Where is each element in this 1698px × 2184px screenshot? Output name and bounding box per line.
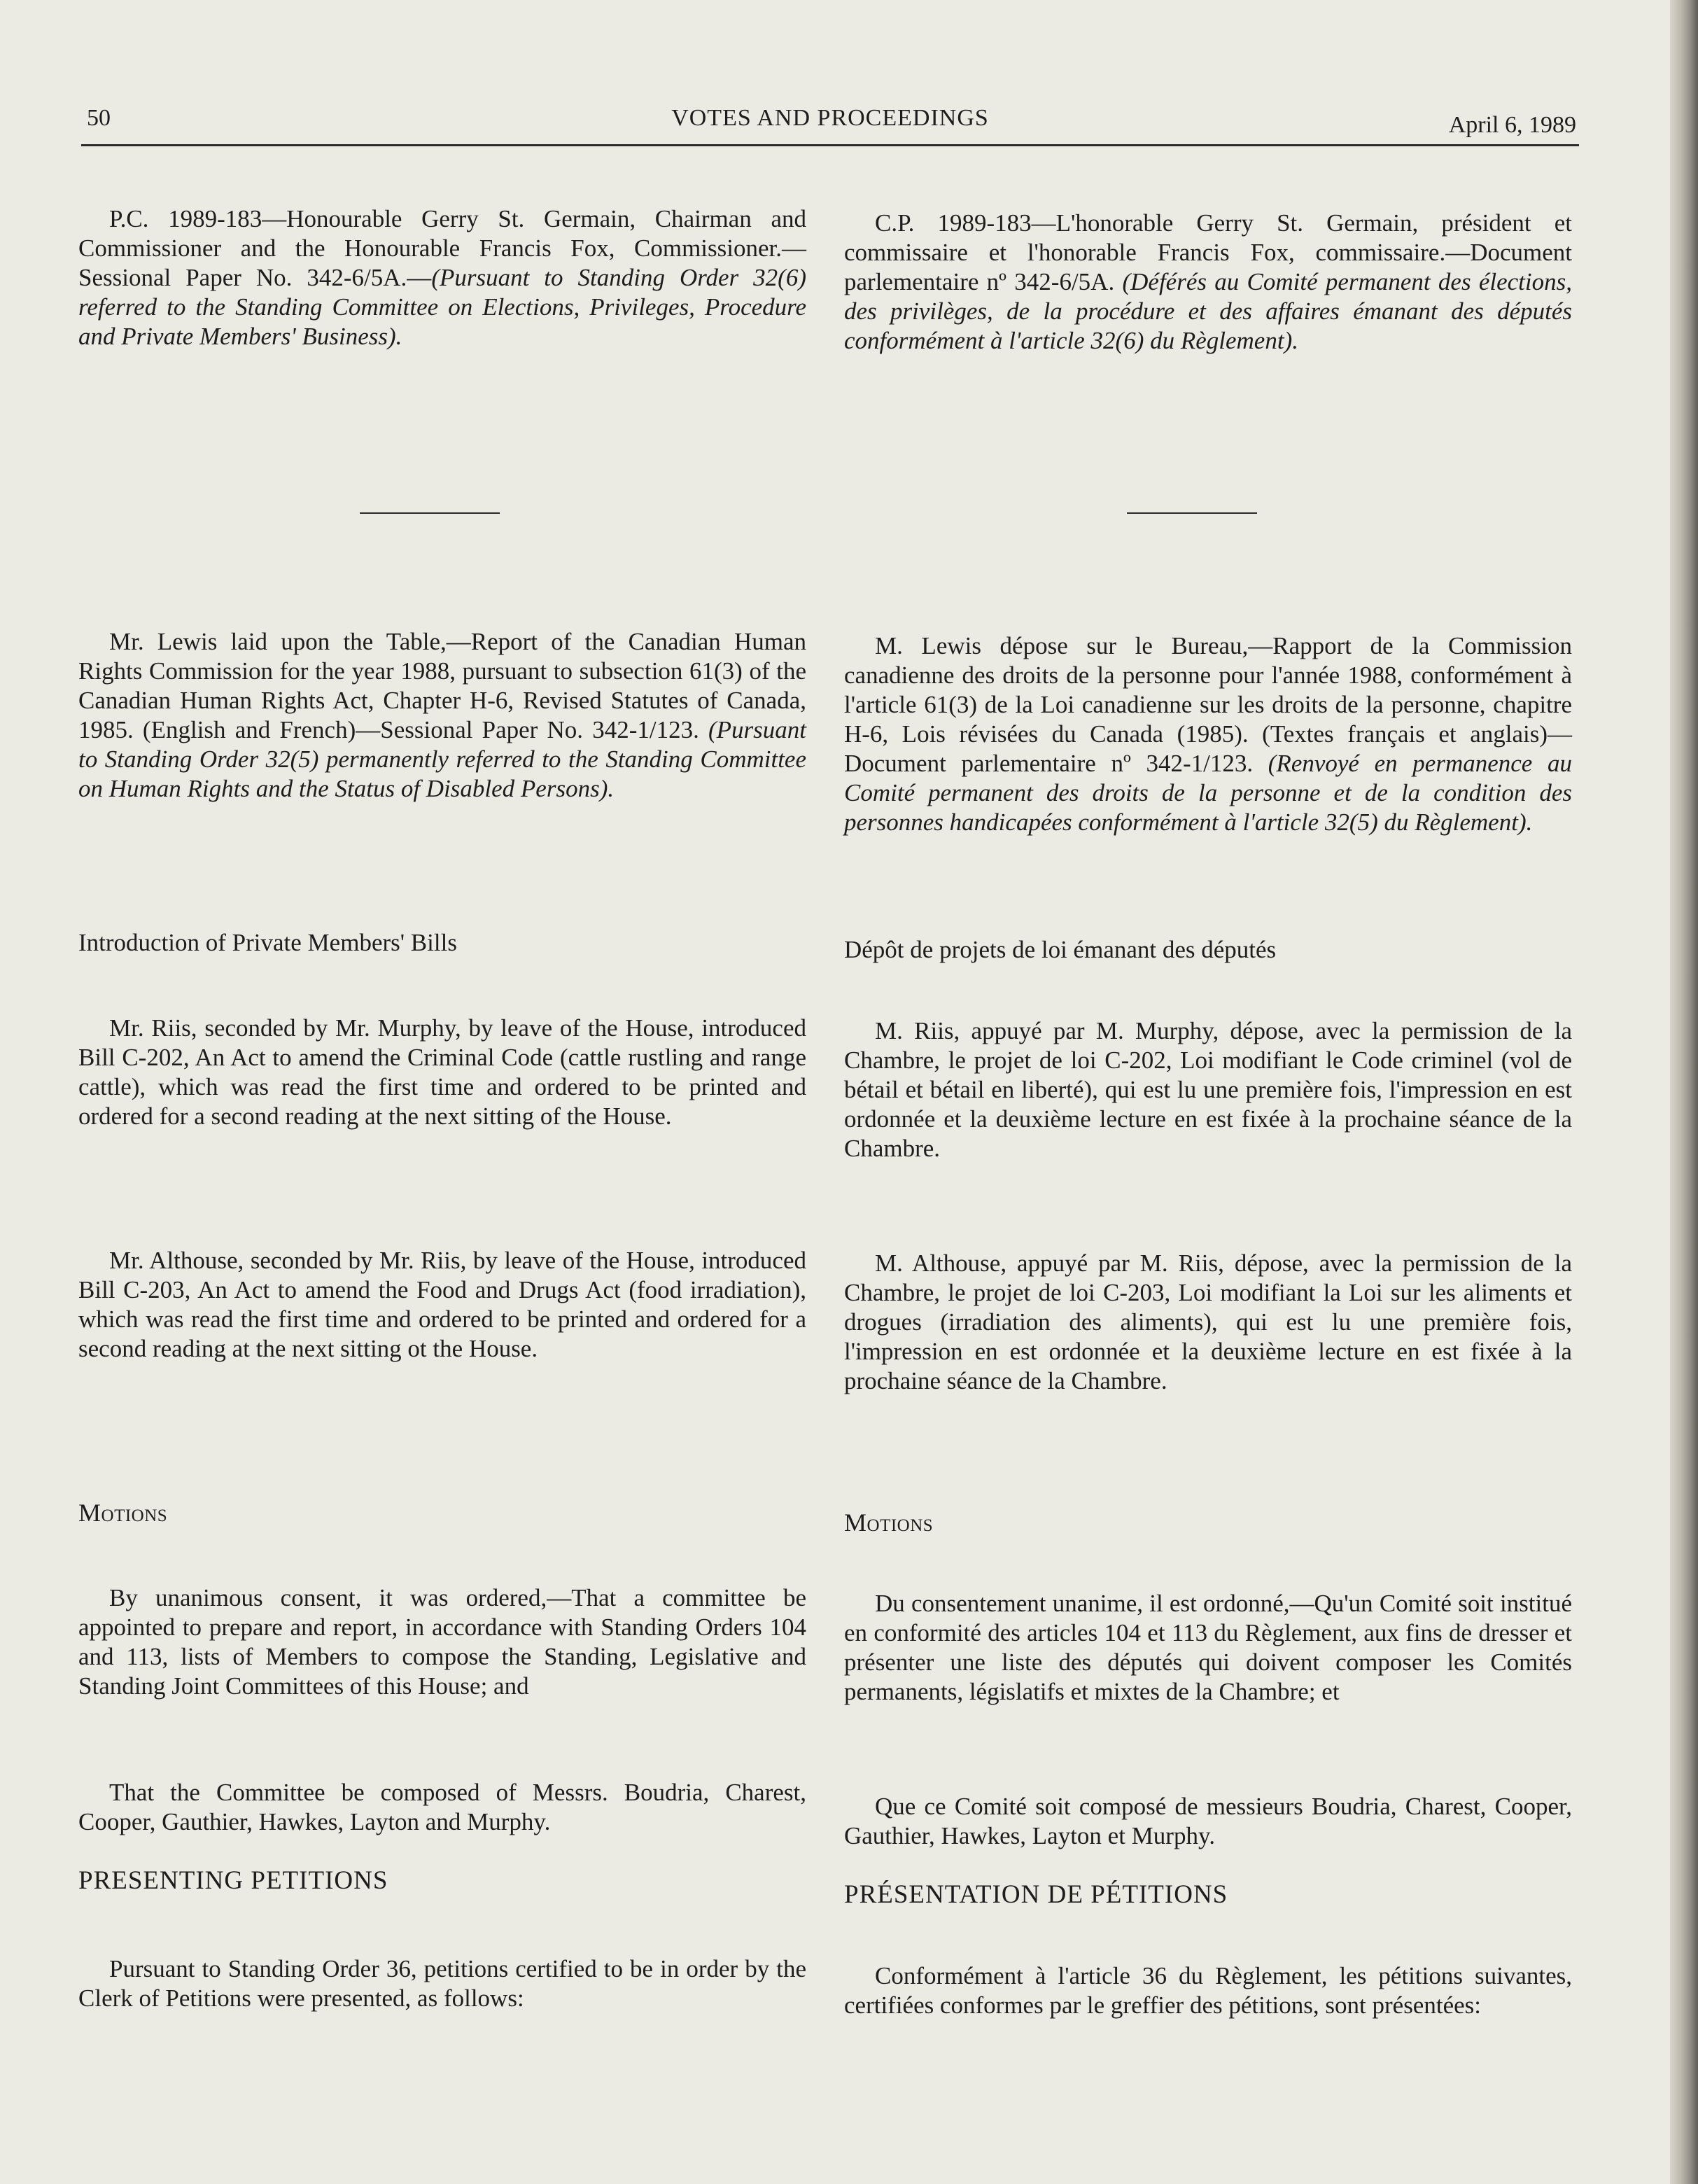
bills-heading-fr: Dépôt de projets de loi émanant des députés: [844, 936, 1277, 963]
lewis-referral-text: (Pursuant to Standing Order 32(5) permanently referred to the Standing Committee on Human Rights and the Status of Disabled Persons).: [78, 716, 806, 802]
book-binding-edge: [1670, 0, 1698, 2184]
running-header: [81, 105, 1579, 146]
pc-referral-text: (Pursuant to Standing Order 32(6) referred to the Standing Committee on Elections, Privileges, Procedure and Private Members' Business).: [78, 264, 806, 350]
petitions-heading-fr: PRÉSENTATION DE PÉTITIONS: [844, 1880, 1228, 1909]
lewis-referral-text: (Renvoyé en permanence au Comité permanent des droits de la personne et de la condition des personnes handicapées conformément à l'article 32(5) du Règlement).: [844, 750, 1572, 836]
motion-2-en: [78, 1778, 806, 1837]
motion-1-text: By unanimous consent, it was ordered,—That a committee be appointed to prepare and report, in accordance with Standing Orders 104 and 113, lists of Members to compose the Standing, Legislative and Standing Joint Committees of this House; and: [78, 1584, 806, 1700]
separator-rule: [1127, 512, 1257, 514]
althouse-bill-en: [78, 1246, 806, 1364]
lewis-intro-text: M. Lewis dépose sur le Bureau,—Rapport de la Commission canadienne des droits de la personne pour l'année 1988, conformément à l'article 61(3) de la Loi canadienne sur les droits de la personne, chapitre H-6, Lois révisées du Canada (1985). (Textes français et anglais)—Document parlementaire nº 342-1/123.: [844, 632, 1572, 777]
pc-intro-text: P.C. 1989-183—Honourable Gerry St. Germain, Chairman and Commissioner and the Honourable Francis Fox, Commissioner.—Sessional Paper No. 342-6/5A.—: [78, 205, 806, 291]
petitions-heading-en: PRESENTING PETITIONS: [78, 1866, 388, 1895]
pc-entry-fr: [844, 209, 1572, 356]
lewis-entry-en: [78, 627, 806, 804]
althouse-bill-fr: [844, 1249, 1572, 1396]
riis-bill-text: Mr. Riis, seconded by Mr. Murphy, by leave of the House, introduced Bill C-202, An Act to amend the Criminal Code (cattle rustling and range cattle), which was read the first time and ordered to be printed and ordered for a second reading at the next sitting of the House.: [78, 1014, 806, 1130]
publication-title: VOTES AND PROCEEDINGS: [671, 105, 989, 131]
pc-intro-text: C.P. 1989-183—L'honorable Gerry St. Germain, président et commissaire et l'honorable Francis Fox, commissaire.—Document parlementaire nº 342-6/5A.: [844, 209, 1572, 295]
althouse-bill-text: M. Althouse, appuyé par M. Riis, dépose, avec la permission de la Chambre, le projet de loi C-203, Loi modifiant la Loi sur les aliments et drogues (irradiation des aliments), qui est lu une première fois, l'impression en est ordonnée et la deuxième lecture en est fixée à la prochaine séance de la Chambre.: [844, 1250, 1572, 1394]
petitions-intro-en: [78, 1954, 806, 2013]
motion-2-fr: [844, 1792, 1572, 1851]
bills-heading-en: Introduction of Private Members' Bills: [78, 929, 457, 956]
motion-2-text: That the Committee be composed of Messrs. Boudria, Charest, Cooper, Gauthier, Hawkes, Layton and Murphy.: [78, 1779, 806, 1835]
motions-heading-en: Motions: [78, 1499, 168, 1527]
petitions-text: Conformément à l'article 36 du Règlement, les pétitions suivantes, certifiées conformes par le greffier des pétitions, sont présentées:: [844, 1962, 1572, 2019]
motion-2-text: Que ce Comité soit composé de messieurs Boudria, Charest, Cooper, Gauthier, Hawkes, Layton et Murphy.: [844, 1793, 1572, 1849]
petitions-text: Pursuant to Standing Order 36, petitions certified to be in order by the Clerk of Petitions were presented, as follows:: [78, 1955, 806, 2012]
motion-1-en: [78, 1583, 806, 1701]
motions-heading-fr: Motions: [844, 1508, 934, 1536]
lewis-entry-fr: [844, 631, 1572, 837]
riis-bill-text: M. Riis, appuyé par M. Murphy, dépose, avec la permission de la Chambre, le projet de loi C-202, Loi modifiant le Code criminel (vol de bétail et bétail en liberté), qui est lu une première fois, l'impression en est ordonnée et la deuxième lecture en est fixée à la prochaine séance de la Chambre.: [844, 1017, 1572, 1162]
header-date: April 6, 1989: [1448, 112, 1576, 138]
lewis-intro-text: Mr. Lewis laid upon the Table,—Report of the Canadian Human Rights Commission for the year 1988, pursuant to subsection 61(3) of the Canadian Human Rights Act, Chapter H-6, Revised Statutes of Canada, 1985. (English and French)—Sessional Paper No. 342-1/123.: [78, 628, 806, 743]
petitions-intro-fr: [844, 1961, 1572, 2020]
riis-bill-en: [78, 1014, 806, 1131]
pc-referral-text: (Déférés au Comité permanent des élections, des privilèges, de la procédure et des affaires émanant des députés conformément à l'article 32(6) du Règlement).: [844, 268, 1572, 354]
motion-1-text: Du consentement unanime, il est ordonné,—Qu'un Comité soit institué en conformité des articles 104 et 113 du Règlement, aux fins de dresser et présenter une liste des députés qui doivent composer les Comités permanents, législatifs et mixtes de la Chambre; et: [844, 1590, 1572, 1705]
pc-entry-en: [78, 204, 806, 351]
riis-bill-fr: [844, 1016, 1572, 1163]
althouse-bill-text: Mr. Althouse, seconded by Mr. Riis, by leave of the House, introduced Bill C-203, An Act to amend the Food and Drugs Act (food irradiation), which was read the first time and ordered to be printed and ordered for a second reading at the next sitting ot the House.: [78, 1247, 806, 1362]
motion-1-fr: [844, 1589, 1572, 1707]
page-number: 50: [87, 105, 111, 131]
separator-rule: [360, 512, 500, 514]
